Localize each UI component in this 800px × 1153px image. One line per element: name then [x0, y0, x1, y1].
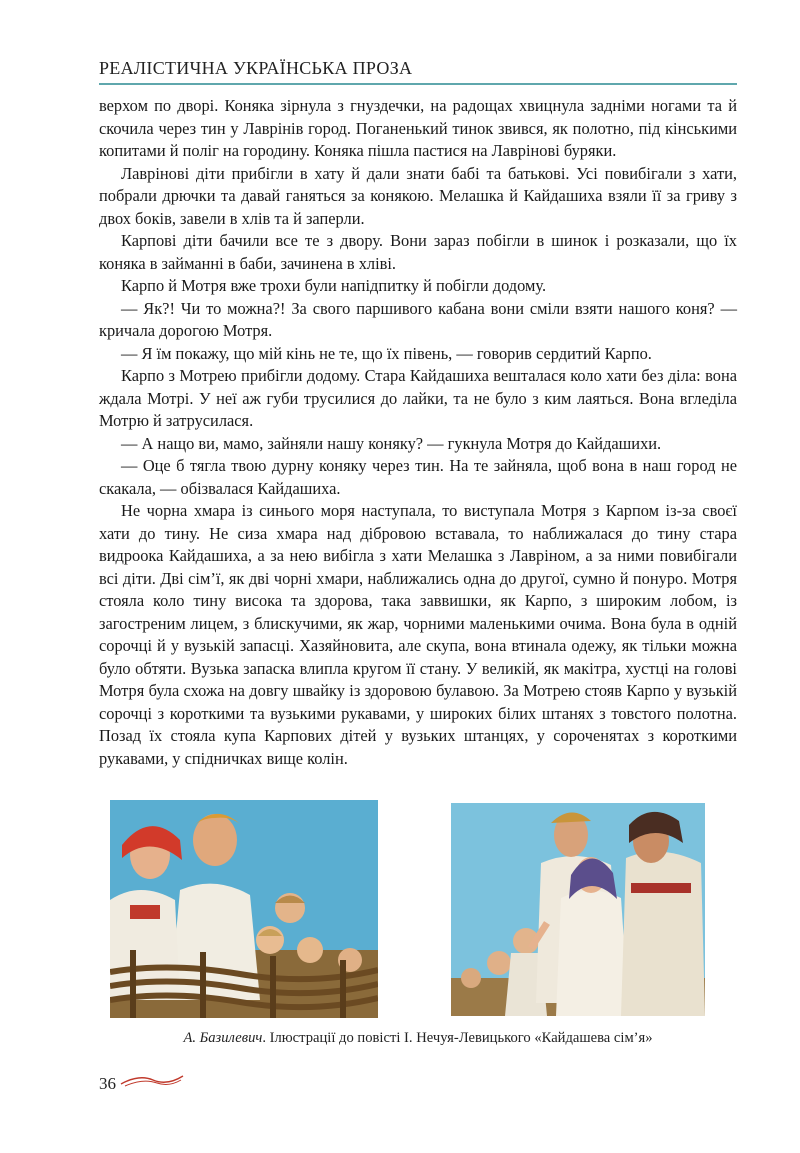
paragraph: Карпо з Мотрею прибігли додому. Стара Кайдашиха вешталася коло хати без діла: вона ждала Мотрі. У неї аж губи трусилися до лайки, та не було з ким лаяться. Вона вгледіла Мотрю й затрусилася. — [99, 366, 737, 430]
paragraph: — Я їм покажу, що мій кінь не те, що їх півень, — говорив сердитий Карпо. — [121, 343, 652, 363]
paragraph: Карпові діти бачили все те з двору. Вони зараз побігли в шинок і розказали, що їх коняка в займанні в баби, зачинена в хліві. — [99, 231, 737, 273]
figure-caption — [99, 1030, 737, 1047]
paragraph: верхом по дворі. Коняка зірнулa з гнуздечки, на радощах хвицнула задніми ногами та й скочила через тин у Лаврінів город. Поганенький тинок звився, як полотно, під кінськими копитами й поліг на городину. Коняка пішла пастися на Лаврінові буряки. — [99, 96, 737, 160]
paragraph: Лаврінові діти прибігли в хату й дали знати бабі та батькові. Усі повибігали з хати, побрали дрючки та давай ганяться за конякою. Мелашка й Кайдашиха взяли її за гриву з двох боків, завели в хлів та й заперли. — [99, 163, 737, 228]
paragraph: — А нащо ви, мамо, зайняли нашу коняку? — гукнула Мотря до Кайдашихи. — [121, 433, 662, 453]
illustration-fence-scene — [110, 800, 378, 1018]
illustration-quarrel-scene — [451, 803, 705, 1016]
page-number: 36 — [99, 1074, 116, 1093]
body-text — [99, 95, 737, 770]
paragraph: Не чорна хмара із синього моря наступала, то виступала Мотря з Карпом із-за своєї хати до тину. Не сиза хмара над дібровою вставала, то наближалася до тину стара видроока Кайдашиха, а за нею вибігла з хати Мелашка з Лавріном, а за ними повибігали всі діти. Дві сім’ї, як дві чорні хмари, наближались одна до другої, сумно й понуро. Мотря стояла коло тину висока та здорова, така заввишки, як Карпо, з широким лобом, із загостреним лицем, з блискучими, як жар, чорними маленькими очима. Вона була в одній сорочці й у вузькій запасці. Хазяйновита, але скупа, вона втинала одежу, як тільки можна було обтяти. Вузька запаска влипла кругом її стану. У великій, як макітра, хустці на голові Мотря була схожа на довгу швайку із здоровою булавою. За Мотрею стояв Карпо у вузькій сорочці з короткими та вузькими рукавами, у широких білих штанях з товстого полотна. Позад їх стояла купа Карпових дітей у вузьких штанцях, у сороченятах з короткими рукавами, у спідничках вище колін. — [99, 501, 737, 768]
paragraph: Карпо й Мотря вже трохи були напідпитку й побігли додому. — [121, 276, 547, 295]
paragraph: — Як?! Чи то можна?! За свого паршивого кабана вони сміли взяти нашого коня? — кричала дорогою Мотря. — [99, 298, 737, 340]
page-ornament-icon — [119, 1072, 185, 1088]
caption-text: . Ілюстрації до повісті І. Нечуя-Левицького «Кайдашева сім’я» — [262, 1030, 653, 1046]
paragraph: — Оце б тягла твою дурну коняку через тин. На те зайняла, щоб вона в наш город не скакала, — обізвалася Кайдашиха. — [99, 456, 737, 498]
header-rule — [99, 83, 737, 85]
caption-author: А. Базилевич — [183, 1030, 263, 1046]
running-header: РЕАЛІСТИЧНА УКРАЇНСЬКА ПРОЗА — [99, 58, 413, 78]
